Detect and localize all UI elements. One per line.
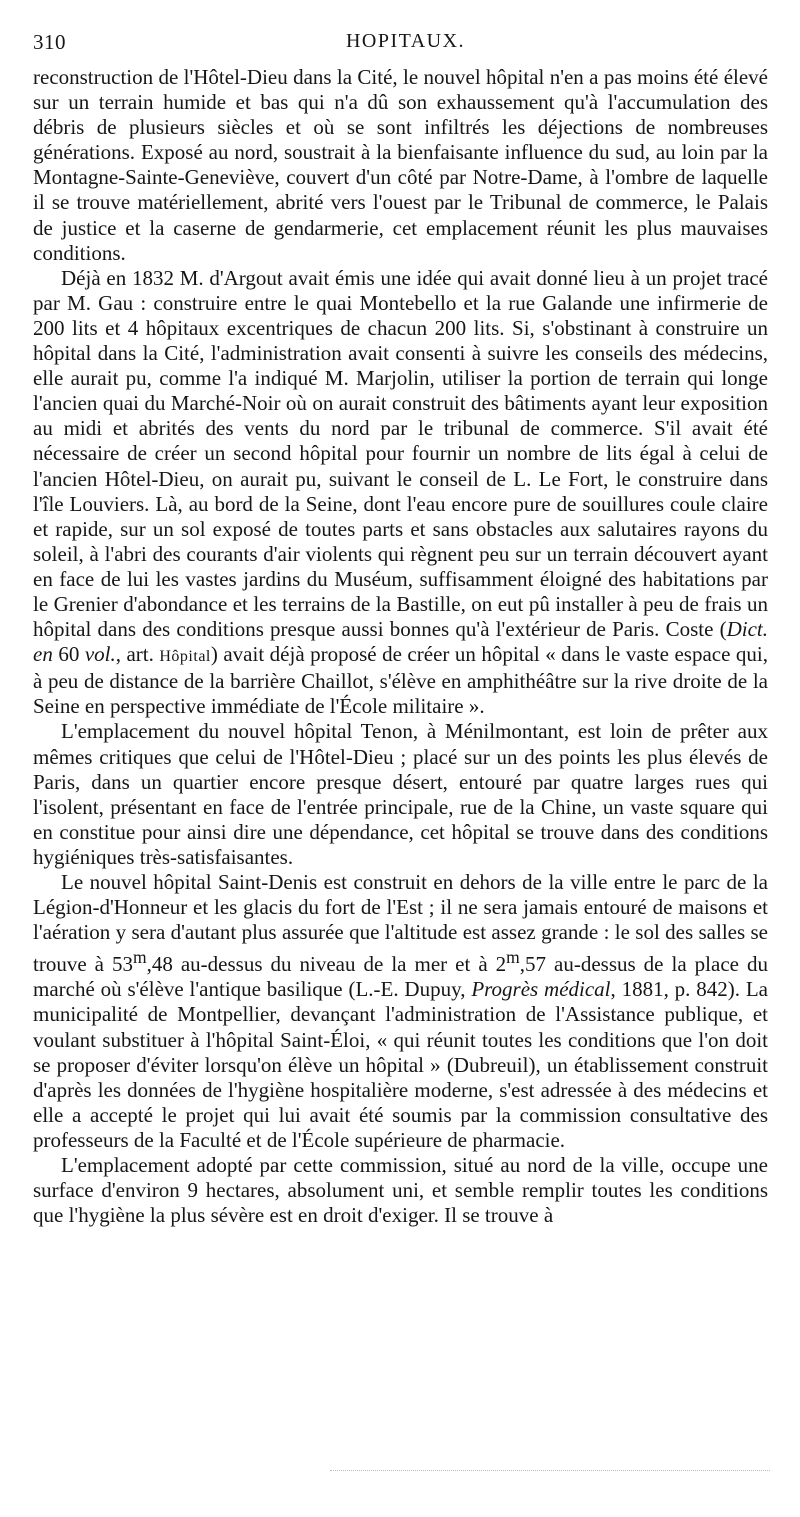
paragraph-hopital-tenon: L'emplacement du nouvel hôpital Tenon, à Ménilmontant, est loin de prêter aux mêmes critiques que celui de l'Hôtel-Dieu ; placé sur un des points les plus élevés de Paris, dans un quartier encore presque désert, entouré par quatre larges rues qui l'isolent, présentant en face de l'entrée principale, rue de la Chine, un vaste square qui en constitue pour ainsi dire une dépendance, cet hôpital se trouve dans des conditions hygiéniques très-satisfaisantes. bbox=[33, 719, 768, 869]
unit-superscript: m bbox=[506, 947, 520, 968]
paragraph-text: ,57 au-dessus de la place du marché où s'élève l'antique basilique (L.-E. Dupuy, bbox=[33, 952, 768, 1002]
paragraph-hotel-dieu-site: reconstruction de l'Hôtel-Dieu dans la Cité, le nouvel hôpital n'en a pas moins été élevé sur un terrain humide et bas qui n'a dû son exhaussement qu'à l'accumulation des débris de plusieurs siècles et où se sont infiltrés les déjections de nombreuses générations. Exposé au nord, soustrait à la bienfaisante influence du sud, au loin par la Montagne-Sainte-Geneviève, couvert d'un côté par Notre-Dame, à l'ombre de laquelle il se trouve matériellement, abrité vers l'ouest par le Tribunal de commerce, le Palais de justice et la caserne de gendarmerie, cet emplacement réunit les plus mauvaises conditions. bbox=[33, 65, 768, 265]
paragraph-text: Le nouvel hôpital Saint-Denis est construit en dehors de la ville entre le parc de la Légion-d'Honneur et les glacis du fort de l'Est ; il ne sera jamais entouré de maisons et l'aération y sera d'autant plus assurée que l'altitude est assez grande : le sol des salles se trouve à 53 bbox=[33, 870, 768, 977]
paragraph-text: , 1881, p. 842). La municipalité de Montpellier, devançant l'administration de l'Assistance publique, et voulant substituer à l'hôpital Saint-Éloi, « qui réunit toutes les conditions que l'on doit se proposer d'éviter lorsqu'on élève un hôpital » (Dubreuil), un établissement construit d'après les données de l'hygiène hospitalière moderne, s'est adressée à des médecins et elle a accepté le projet qui lui avait été soumis par la commission consultative des professeurs de la Faculté et de l'École supérieure de pharmacie. bbox=[33, 977, 768, 1152]
paragraph-text: Déjà en 1832 M. d'Argout avait émis une idée qui avait donné lieu à un projet tracé par M. Gau : construire entre le quai Montebello et la rue Galande une infirmerie de 200 lits et 4 hôpitaux excentriques de chacun 200 lits. Si, s'obstinant à construire un hôpital dans la Cité, l'administration avait consenti à suivre les conseils des médecins, elle aurait pu, comme l'a indiqué M. Marjolin, utiliser la portion de terrain qui longe l'ancien quai du Marché-Noir où on aurait construit des bâtiments ayant leur exposition au midi et abrités des vents du nord par le tribunal de commerce. S'il avait été nécessaire de créer un second hôpital pour fournir un nombre de lits égal à celui de l'ancien Hôtel-Dieu, on aurait pu, suivant le conseil de L. Le Fort, le construire dans l'île Louviers. Là, au bord de la Seine, dont l'eau encore pure de souillures coule claire et rapide, sur un sol exposé de toutes parts et sans obstacles aux salutaires rayons du soleil, à l'abri des courants d'air violents qui règnent peu sur un terrain découvert ayant en face de lui les vastes jardins du Muséum, suffisamment éloigné des habitations par le Grenier d'abondance et les terrains de la Bastille, on eut pû installer à peu de frais un hôpital dans des conditions presque aussi bonnes qu'à l'extérieur de Paris. Coste ( bbox=[33, 265, 768, 642]
bleed-through-rule bbox=[330, 1470, 770, 1471]
citation-number: 60 bbox=[52, 642, 85, 667]
page-number: 310 bbox=[33, 30, 66, 54]
paragraph-site-adopted: L'emplacement adopté par cette commission, situé au nord de la ville, occupe une surface d'environ 9 hectares, absolument uni, et semble remplir toutes les conditions que l'hygiène la plus sévère est en droit d'exiger. Il se trouve à bbox=[33, 1153, 768, 1228]
paragraph-text: ,48 au-dessus du niveau de la mer et à 2 bbox=[146, 952, 507, 977]
paragraph-text: ) avait déjà proposé de créer un hôpital « dans le vaste espace qui, à peu de distance de la barrière Chaillot, s'élève en amphithéâtre sur la rive droite de la Seine en perspective immédiate de l'École militaire ». bbox=[33, 642, 769, 719]
paragraph-historical-proposals bbox=[33, 266, 768, 720]
unit-superscript: m bbox=[132, 947, 147, 968]
page-body bbox=[33, 65, 768, 1228]
running-title: HOPITAUX. bbox=[345, 30, 466, 52]
citation-italic: vol. bbox=[84, 642, 116, 667]
page-header bbox=[33, 30, 768, 60]
paragraph-saint-denis-montpellier bbox=[33, 870, 768, 1153]
citation-italic: Progrès médical bbox=[471, 977, 611, 1002]
citation-italic: Dict. en bbox=[33, 617, 768, 667]
small-caps-term: Hôpital bbox=[159, 648, 211, 666]
paragraph-text: , art. bbox=[115, 642, 160, 667]
